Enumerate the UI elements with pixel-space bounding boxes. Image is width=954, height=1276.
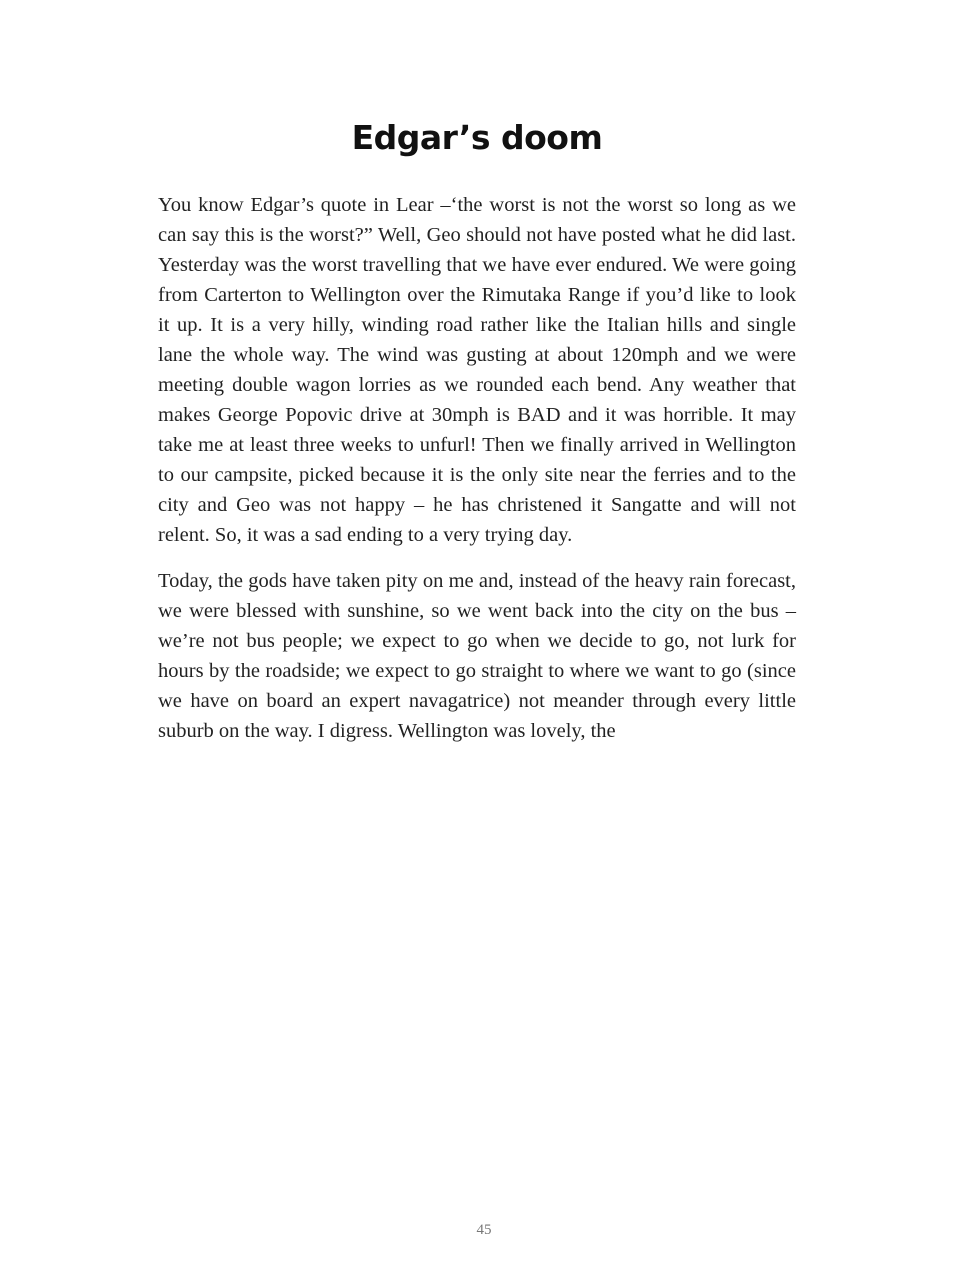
body-text — [158, 190, 796, 762]
paragraph-2: Today, the gods have taken pity on me and, instead of the heavy rain forecast, we were blessed with sunshine, so we went back into the city on the bus – we’re not bus people; we expect to go when we decide to go, not lurk for hours by the roadside; we expect to go straight to where we want to go (since we have on board an expert navagatrice) not meander through every little suburb on the way. I digress. Wellington was lovely, the — [158, 570, 796, 742]
page-title: Edgar’s doom — [351, 118, 603, 157]
paragraph-1: You know Edgar’s quote in Lear –‘the worst is not the worst so long as we can say this is the worst?” Well, Geo should not have posted what he did last. Yesterday was the worst travelling that we have ever endured. We were going from Carterton to Wellington over the Rimutaka Range if you’d like to look it up. It is a very hilly, winding road rather like the Italian hills and single lane the whole way. The wind was gusting at about 120mph and we were meeting double wagon lorries as we rounded each bend. Any weather that makes George Popovic drive at 30mph is BAD and it was horrible. It may take me at least three weeks to unfurl! Then we finally arrived in Wellington to our campsite, picked because it is the only site near the ferries and to the city and Geo was not happy – he has christened it Sangatte and will not relent. So, it was a sad ending to a very trying day. — [158, 194, 796, 546]
page-number: 45 — [476, 1222, 492, 1238]
